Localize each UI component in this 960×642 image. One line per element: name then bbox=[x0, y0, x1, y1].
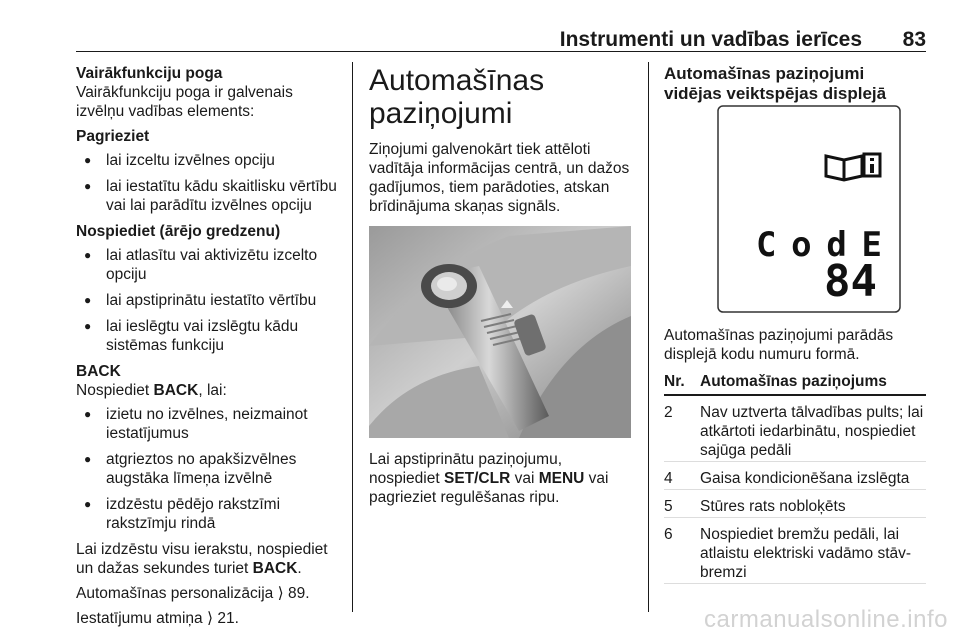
turn-signal-stalk-illustration bbox=[369, 226, 631, 438]
display-illustration bbox=[714, 104, 914, 316]
set-clr-key: SET/CLR bbox=[443, 470, 511, 487]
back-intro bbox=[76, 381, 342, 400]
caption-pre: Lai apstiprinātu paziņojumu, nospiediet bbox=[369, 451, 563, 487]
list-item: ● izietu no izvēlnes, neizmainot iestatījumus bbox=[76, 405, 342, 443]
table-cell-nr: 5 bbox=[664, 490, 700, 518]
photo-caption bbox=[369, 450, 635, 507]
table-row bbox=[664, 462, 926, 490]
caption-post: vai pagrieziet regulēšanas ripu. bbox=[369, 470, 609, 506]
ref-page: 21. bbox=[213, 610, 239, 627]
title-line1: Automašīnas bbox=[369, 64, 545, 97]
right-heading: Automašīnas paziņojumi vidējas veiktspējas displejā bbox=[664, 64, 887, 103]
body-text: Ziņojumi galvenokārt tiek attēloti vadītāja informācijas centrā, un dažos gadījumos, tiem parādoties, atskan brīdinājuma skaņas signāls. bbox=[369, 141, 630, 215]
display-code-text: CodE bbox=[756, 225, 882, 265]
back-list bbox=[76, 405, 342, 533]
section-title bbox=[369, 64, 635, 130]
delete-key: BACK bbox=[252, 560, 298, 577]
back-intro-pre: Nospiediet bbox=[76, 382, 154, 399]
menu-key: MENU bbox=[538, 470, 585, 487]
table-cell-message: Nospiediet bremžu pedāli, lai atlaistu elektriski vadāmo stāvbremzi bbox=[700, 518, 926, 584]
caption-mid: vai bbox=[510, 470, 539, 487]
delete-post: . bbox=[297, 560, 302, 577]
midlevel-display bbox=[714, 104, 914, 316]
list-item: ● izdzēstu pēdējo rakstzīmi rakstzīmju rindā bbox=[76, 495, 342, 533]
column-header-message: Automašīnas paziņojums bbox=[700, 372, 926, 395]
column-header-nr: Nr. bbox=[664, 372, 700, 395]
table-cell-nr: 4 bbox=[664, 462, 700, 490]
intro-text: Vairākfunkciju poga ir galvenais izvēlņu vadības elements: bbox=[76, 84, 293, 120]
table-header-row bbox=[664, 372, 926, 395]
list-item: ● lai atlasītu vai aktivizētu izcelto opciju bbox=[76, 246, 342, 284]
reference-arrow-icon: ⟩ bbox=[206, 610, 214, 627]
message-table bbox=[664, 372, 926, 584]
cross-reference[interactable] bbox=[76, 584, 342, 603]
display-code-number: 84 bbox=[824, 256, 877, 307]
reference-arrow-icon: ⟩ bbox=[277, 585, 284, 602]
table-cell-nr: 6 bbox=[664, 518, 700, 584]
press-list bbox=[76, 246, 342, 355]
table-cell-message: Stūres rats nobloķēts bbox=[700, 490, 926, 518]
back-intro-key: BACK bbox=[153, 382, 199, 399]
header-rule bbox=[76, 51, 926, 52]
display-caption: Automašīnas paziņojumi parādās displejā kodu numuru formā. bbox=[664, 327, 894, 363]
left-column bbox=[76, 64, 342, 628]
list-item: ● lai apstiprinātu iestatīto vērtību bbox=[76, 291, 342, 310]
ref-text: Iestatījumu atmiņa bbox=[76, 610, 207, 627]
table-row bbox=[664, 490, 926, 518]
section-heading: Vairākfunkciju poga bbox=[76, 65, 223, 82]
watermark: carmanualsonline.info bbox=[704, 606, 948, 633]
back-intro-post: , lai: bbox=[198, 382, 227, 399]
title-line2: paziņojumi bbox=[369, 97, 513, 130]
cross-reference[interactable] bbox=[76, 609, 342, 628]
table-cell-message: Nav uztverta tālvadības pults; lai atkārtoti iedarbinātu, nospiediet sajūga pedāli bbox=[700, 395, 926, 462]
press-heading: Nospiediet (ārējo gredzenu) bbox=[76, 223, 281, 240]
column-divider-right bbox=[648, 62, 649, 612]
delete-text bbox=[76, 540, 342, 578]
table-cell-nr: 2 bbox=[664, 395, 700, 462]
ref-page: 89. bbox=[283, 585, 310, 602]
back-heading: BACK bbox=[76, 363, 121, 380]
delete-pre: Lai izdzēstu visu ierakstu, nospiediet un dažas sekundes turiet bbox=[76, 541, 328, 577]
page-number: 83 bbox=[902, 28, 926, 51]
header-title: Instrumenti un vadības ierīces bbox=[559, 28, 862, 51]
column-divider-left bbox=[352, 62, 353, 612]
right-column bbox=[664, 64, 926, 584]
info-dot bbox=[870, 158, 874, 161]
list-item: ● atgrieztos no apakšizvēlnes augstāka līmeņa izvēlnē bbox=[76, 450, 342, 488]
list-item: ● lai izceltu izvēlnes opciju bbox=[76, 151, 342, 170]
table-row bbox=[664, 395, 926, 462]
table-row bbox=[664, 518, 926, 584]
ref-text: Automašīnas personalizācija bbox=[76, 585, 278, 602]
stalk-photo bbox=[369, 226, 631, 438]
table-cell-message: Gaisa kondicionēšana izslēgta bbox=[700, 462, 926, 490]
middle-column bbox=[369, 64, 635, 507]
list-item: ● lai ieslēgtu vai izslēgtu kādu sistēmas funkciju bbox=[76, 317, 342, 355]
turn-list bbox=[76, 151, 342, 215]
turn-heading: Pagrieziet bbox=[76, 128, 150, 145]
info-bar bbox=[870, 164, 874, 173]
list-item: ● lai iestatītu kādu skaitlisku vērtību vai lai parādītu izvēlnes opciju bbox=[76, 177, 342, 215]
